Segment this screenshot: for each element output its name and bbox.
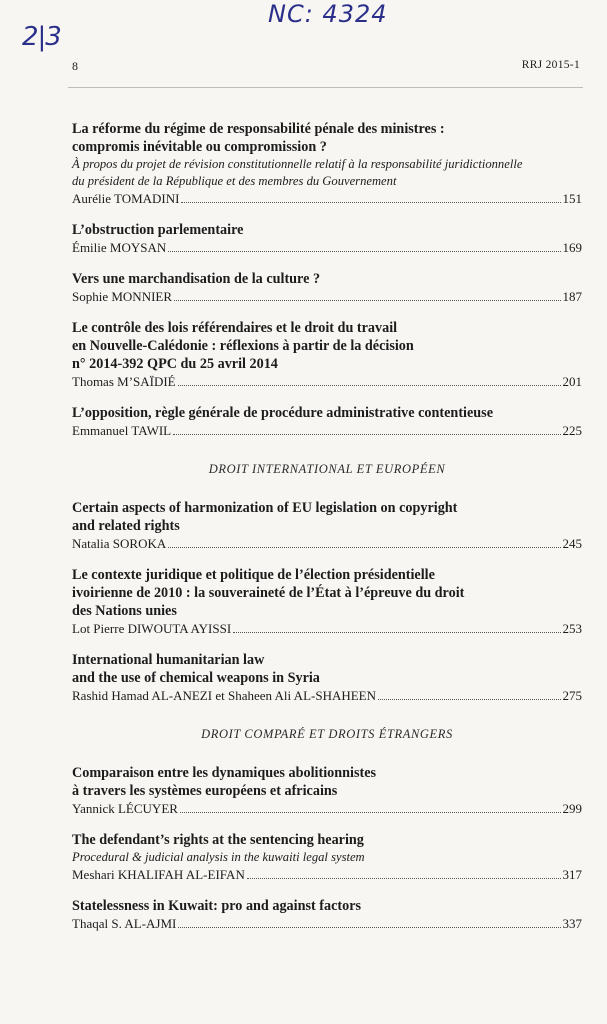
- dot-leader: [174, 300, 560, 301]
- entry-title: International humanitarian law: [72, 652, 265, 668]
- toc-entry: [72, 831, 582, 884]
- entry-title: Comparaison entre les dynamiques abolitionnistes: [72, 765, 377, 781]
- dot-leader: [168, 251, 560, 252]
- toc-entry: [72, 651, 582, 705]
- handwritten-note-left: 2|3: [22, 22, 61, 52]
- entry-title: Certain aspects of harmonization of EU legislation on copyright: [72, 500, 458, 516]
- author-line: [72, 687, 582, 705]
- entry-page-number: 151: [562, 191, 582, 206]
- entry-author: Yannick LÉCUYER: [72, 801, 178, 816]
- entry-title: and related rights: [72, 518, 180, 534]
- author-line: [72, 422, 582, 440]
- entry-title: La réforme du régime de responsabilité pénale des ministres :: [72, 121, 445, 137]
- author-line: [72, 866, 582, 884]
- entry-author: Thomas M’SAÏDIÉ: [72, 374, 176, 389]
- entry-title: des Nations unies: [72, 603, 177, 619]
- author-line: [72, 915, 582, 933]
- dot-leader: [247, 878, 561, 879]
- author-line: [72, 800, 582, 818]
- author-line: [72, 288, 582, 306]
- entry-author: Natalia SOROKA: [72, 536, 167, 551]
- table-of-contents: [72, 120, 582, 946]
- entry-page-number: 337: [562, 916, 582, 931]
- toc-entry: [72, 319, 582, 391]
- entry-title: and the use of chemical weapons in Syria: [72, 670, 320, 686]
- header-rule: [68, 87, 583, 88]
- entry-page-number: 169: [562, 240, 582, 255]
- toc-entry: [72, 499, 582, 553]
- dot-leader: [181, 202, 560, 203]
- dot-leader: [180, 812, 561, 813]
- toc-entry: [72, 404, 582, 440]
- toc-entry: [72, 221, 582, 257]
- entry-title: Vers une marchandisation de la culture ?: [72, 271, 321, 287]
- entry-author: Meshari KHALIFAH AL-EIFAN: [72, 867, 245, 882]
- dot-leader: [378, 699, 560, 700]
- dot-leader: [178, 927, 560, 928]
- entry-author: Thaqal S. AL-AJMI: [72, 916, 177, 931]
- entry-page-number: 187: [562, 289, 582, 304]
- entry-author: Émilie MOYSAN: [72, 240, 167, 255]
- entry-subtitle: À propos du projet de révision constitutionnelle relatif à la responsabilité juridictionnelle: [72, 157, 523, 171]
- entry-title: en Nouvelle-Calédonie : réflexions à partir de la décision: [72, 338, 414, 354]
- author-line: [72, 239, 582, 257]
- entry-page-number: 245: [562, 536, 582, 551]
- entry-title: The defendant’s rights at the sentencing hearing: [72, 832, 364, 848]
- entry-title: Le contrôle des lois référendaires et le droit du travail: [72, 320, 398, 336]
- entry-page-number: 225: [562, 423, 582, 438]
- entry-author: Rashid Hamad AL-ANEZI et Shaheen Ali AL-SHAHEEN: [72, 688, 377, 703]
- entry-author: Emmanuel TAWIL: [72, 423, 172, 438]
- author-line: [72, 373, 582, 391]
- entry-page-number: 299: [562, 801, 582, 816]
- handwritten-note-top: NC: 4324: [268, 0, 388, 28]
- toc-entry: [72, 764, 582, 818]
- entry-title: compromis inévitable ou compromission ?: [72, 139, 327, 155]
- entry-title: Le contexte juridique et politique de l’élection présidentielle: [72, 567, 435, 583]
- journal-reference: RRJ 2015-1: [521, 59, 580, 71]
- page-number: 8: [72, 59, 78, 73]
- dot-leader: [173, 434, 560, 435]
- entry-page-number: 253: [562, 621, 582, 636]
- entry-author: Sophie MONNIER: [72, 289, 173, 304]
- section-heading: DROIT INTERNATIONAL ET EUROPÉEN: [208, 462, 446, 476]
- toc-entry: [72, 120, 582, 208]
- entry-subtitle: du président de la République et des membres du Gouvernement: [72, 174, 397, 188]
- toc-entry: [72, 270, 582, 306]
- author-line: [72, 190, 582, 208]
- entry-subtitle: Procedural & judicial analysis in the kuwaiti legal system: [72, 850, 365, 864]
- entry-title: Statelessness in Kuwait: pro and against factors: [72, 898, 362, 914]
- entry-title: L’opposition, règle générale de procédure administrative contentieuse: [72, 405, 493, 421]
- entry-author: Aurélie TOMADINI: [72, 191, 180, 206]
- entry-title: L’obstruction parlementaire: [72, 222, 244, 238]
- dot-leader: [233, 632, 560, 633]
- entry-page-number: 275: [562, 688, 582, 703]
- entry-page-number: 317: [562, 867, 582, 882]
- entry-author: Lot Pierre DIWOUTA AYISSI: [72, 621, 232, 636]
- dot-leader: [168, 547, 560, 548]
- dot-leader: [178, 385, 561, 386]
- author-line: [72, 535, 582, 553]
- author-line: [72, 620, 582, 638]
- entry-title: à travers les systèmes européens et africains: [72, 783, 338, 799]
- entry-title: ivoirienne de 2010 : la souveraineté de l’État à l’épreuve du droit: [72, 585, 465, 601]
- toc-entry: [72, 566, 582, 638]
- entry-page-number: 201: [562, 374, 582, 389]
- entry-title: n° 2014-392 QPC du 25 avril 2014: [72, 356, 278, 372]
- toc-entry: [72, 897, 582, 933]
- section-heading: DROIT COMPARÉ ET DROITS ÉTRANGERS: [201, 727, 453, 741]
